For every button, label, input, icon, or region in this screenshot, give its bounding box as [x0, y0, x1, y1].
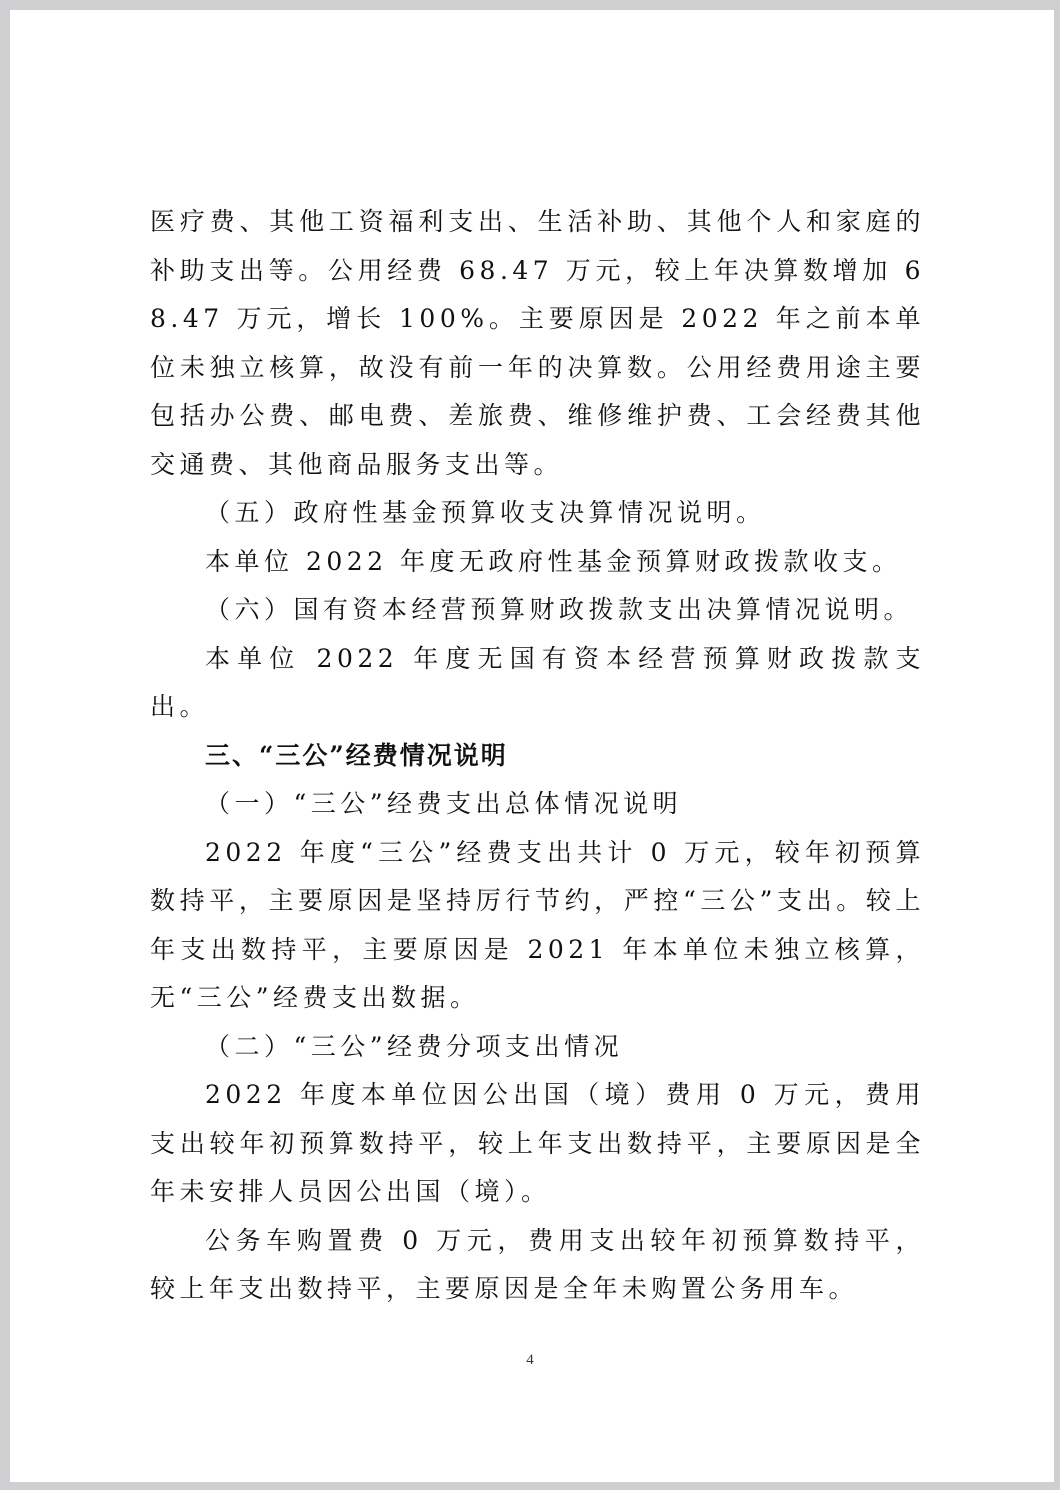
paragraph-public-funds: 医疗费、其他工资福利支出、生活补助、其他个人和家庭的补助支出等。公用经费 68.47 万元，较上年决算数增加 68.47 万元，增长 100%。主要原因是 2022 年之前本单位未独立核算，故没有前一年的决算数。公用经费用途主要包括办公费、邮电费、差旅费、维修维护费、工会经费其他交通费、其他商品服务支出等。: [150, 207, 925, 479]
paragraph-state-capital: 本单位 2022 年度无国有资本经营预算财政拨款支出。: [150, 643, 925, 721]
paragraph-government-fund: 本单位 2022 年度无政府性基金预算财政拨款收支。: [205, 546, 902, 576]
document-body: [150, 198, 925, 1314]
section-heading-government-fund: （五）政府性基金预算收支决算情况说明。: [205, 498, 766, 527]
paragraph-overseas-travel: 2022 年度本单位因公出国（境）费用 0 万元，费用支出较年初预算数持平，较上年支出数持平，主要原因是全年未安排人员因公出国（境）。: [150, 1080, 925, 1206]
paragraph-vehicle-purchase: 公务车购置费 0 万元，费用支出较年初预算数持平，较上年支出数持平，主要原因是全年未购置公务用车。: [150, 1225, 925, 1303]
page-number: 4: [526, 1352, 534, 1368]
chapter-heading-three-public: 三、“三公”经费情况说明: [205, 740, 508, 770]
section-heading-three-public-itemized: （二）“三公”经费分项支出情况: [205, 1031, 624, 1061]
section-heading-three-public-overall: （一）“三公”经费支出总体情况说明: [205, 789, 683, 818]
section-heading-state-capital: （六）国有资本经营预算财政拨款支出决算情况说明。: [205, 595, 914, 624]
paragraph-three-public-overall: 2022 年度“三公”经费支出共计 0 万元，较年初预算数持平，主要原因是坚持厉行节约，严控“三公”支出。较上年支出数持平，主要原因是 2021 年本单位未独立核算，无“三公”经费支出数据。: [150, 837, 925, 1012]
